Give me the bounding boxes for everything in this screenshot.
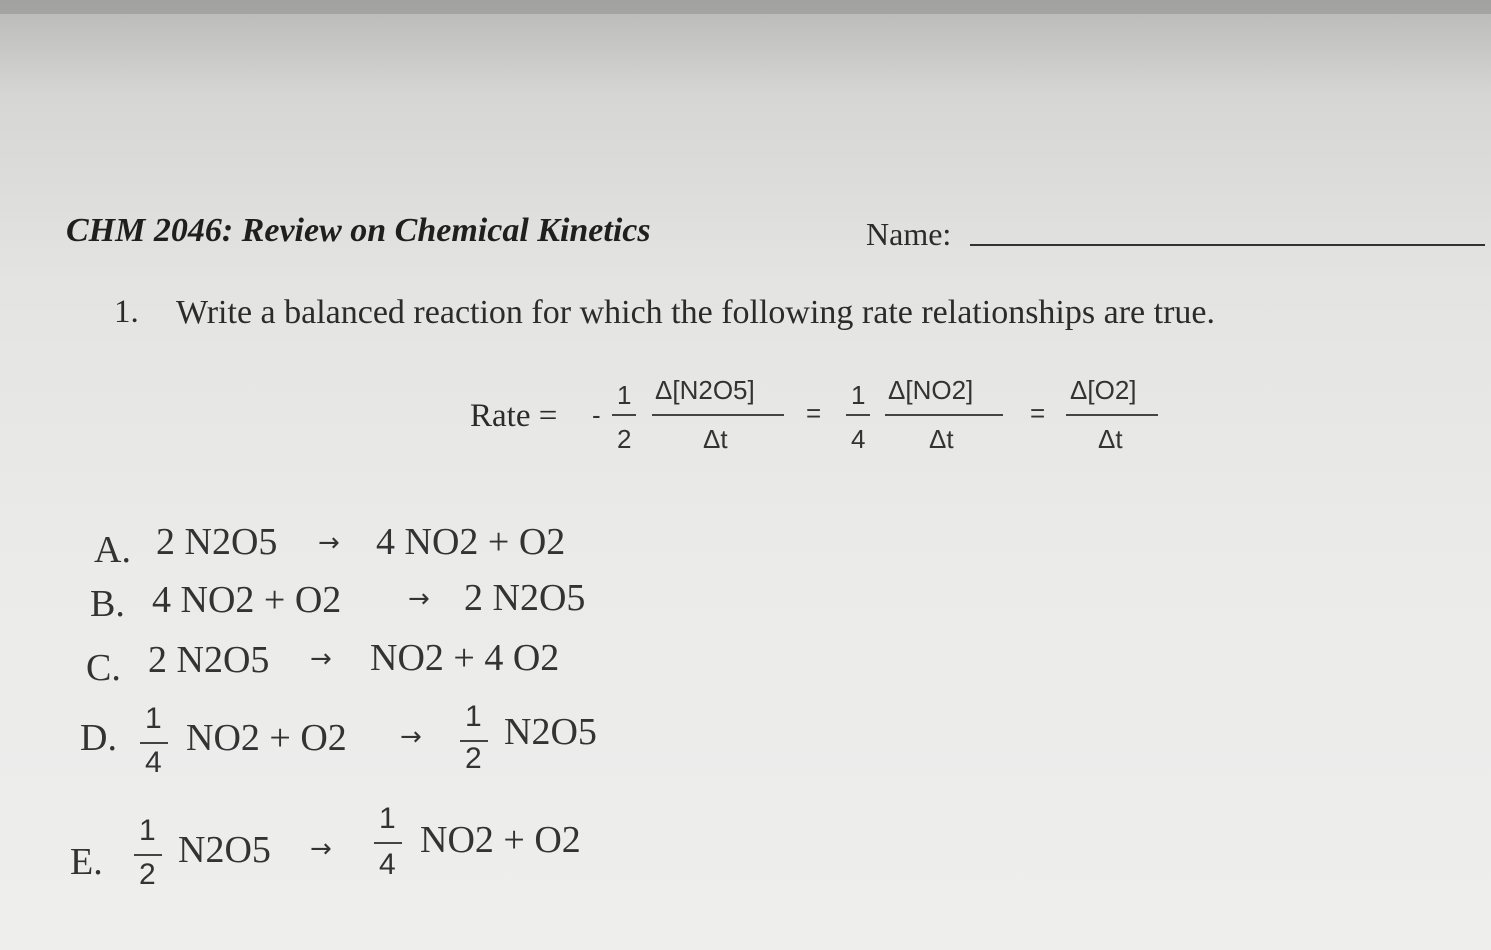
- option-d-reactants: NO2 + O2: [186, 717, 347, 759]
- option-b-letter: B.: [90, 583, 125, 625]
- option-d-reactant-coef-denominator: 4: [145, 746, 162, 779]
- top-edge-shadow: [0, 0, 1491, 14]
- option-c-arrow: →: [310, 644, 332, 674]
- equals-sign-2: =: [1030, 398, 1046, 428]
- option-a-reactants: 2 N2O5: [156, 521, 278, 563]
- coef1-numerator: 1: [617, 380, 632, 410]
- option-d-letter: D.: [80, 717, 117, 759]
- option-b-products: 2 N2O5: [464, 577, 586, 619]
- question-number: 1.: [114, 294, 139, 330]
- option-b-reactants: 4 NO2 + O2: [152, 579, 342, 621]
- option-d-reactant-coef-numerator: 1: [145, 702, 162, 735]
- option-e-reactants: N2O5: [178, 829, 271, 871]
- option-a-letter: A.: [94, 529, 131, 571]
- term2-fraction-bar: [885, 414, 1003, 416]
- term3-fraction-bar: [1066, 414, 1158, 416]
- term2-numerator: Δ[NO2]: [888, 375, 974, 405]
- term3-numerator: Δ[O2]: [1070, 375, 1137, 405]
- option-e-reactant-coef-bar: [134, 854, 162, 856]
- option-d-product-coef-denominator: 2: [465, 742, 482, 775]
- term1-numerator: Δ[N2O5]: [655, 375, 755, 405]
- option-b-arrow: →: [408, 584, 430, 614]
- option-e-product-coef-numerator: 1: [379, 802, 396, 835]
- document-title: CHM 2046: Review on Chemical Kinetics: [66, 212, 651, 249]
- option-e-reactant-coef-numerator: 1: [139, 814, 156, 847]
- option-e-reactant-coef-denominator: 2: [139, 858, 156, 891]
- option-e-letter: E.: [70, 841, 103, 883]
- option-e-arrow: →: [310, 834, 332, 864]
- option-d-reactant-coef-bar: [140, 742, 168, 744]
- name-label: Name:: [866, 216, 952, 252]
- question-text: Write a balanced reaction for which the following rate relationships are true.: [176, 294, 1215, 331]
- option-c-reactants: 2 N2O5: [148, 639, 270, 681]
- coef2-denominator: 4: [851, 424, 866, 454]
- option-d-products: N2O5: [504, 711, 597, 753]
- option-e-product-coef-bar: [374, 842, 402, 844]
- term3-denominator: Δt: [1098, 424, 1123, 454]
- coef1-denominator: 2: [617, 424, 632, 454]
- option-c-letter: C.: [86, 647, 121, 689]
- option-a-arrow: →: [318, 528, 340, 558]
- rate-label: Rate =: [470, 398, 558, 434]
- term2-denominator: Δt: [929, 424, 954, 454]
- name-blank-line[interactable]: [970, 244, 1485, 246]
- coef1-fraction-bar: [612, 414, 636, 416]
- option-d-arrow: →: [400, 722, 422, 752]
- coef2-fraction-bar: [846, 414, 870, 416]
- term1-denominator: Δt: [703, 424, 728, 454]
- coef2-numerator: 1: [851, 380, 866, 410]
- option-e-products: NO2 + O2: [420, 819, 581, 861]
- option-a-products: 4 NO2 + O2: [376, 521, 566, 563]
- option-e-product-coef-denominator: 4: [379, 848, 396, 881]
- minus-sign: -: [592, 400, 601, 430]
- option-c-products: NO2 + 4 O2: [370, 637, 560, 679]
- option-d-product-coef-numerator: 1: [465, 700, 482, 733]
- term1-fraction-bar: [652, 414, 784, 416]
- equals-sign-1: =: [806, 398, 822, 428]
